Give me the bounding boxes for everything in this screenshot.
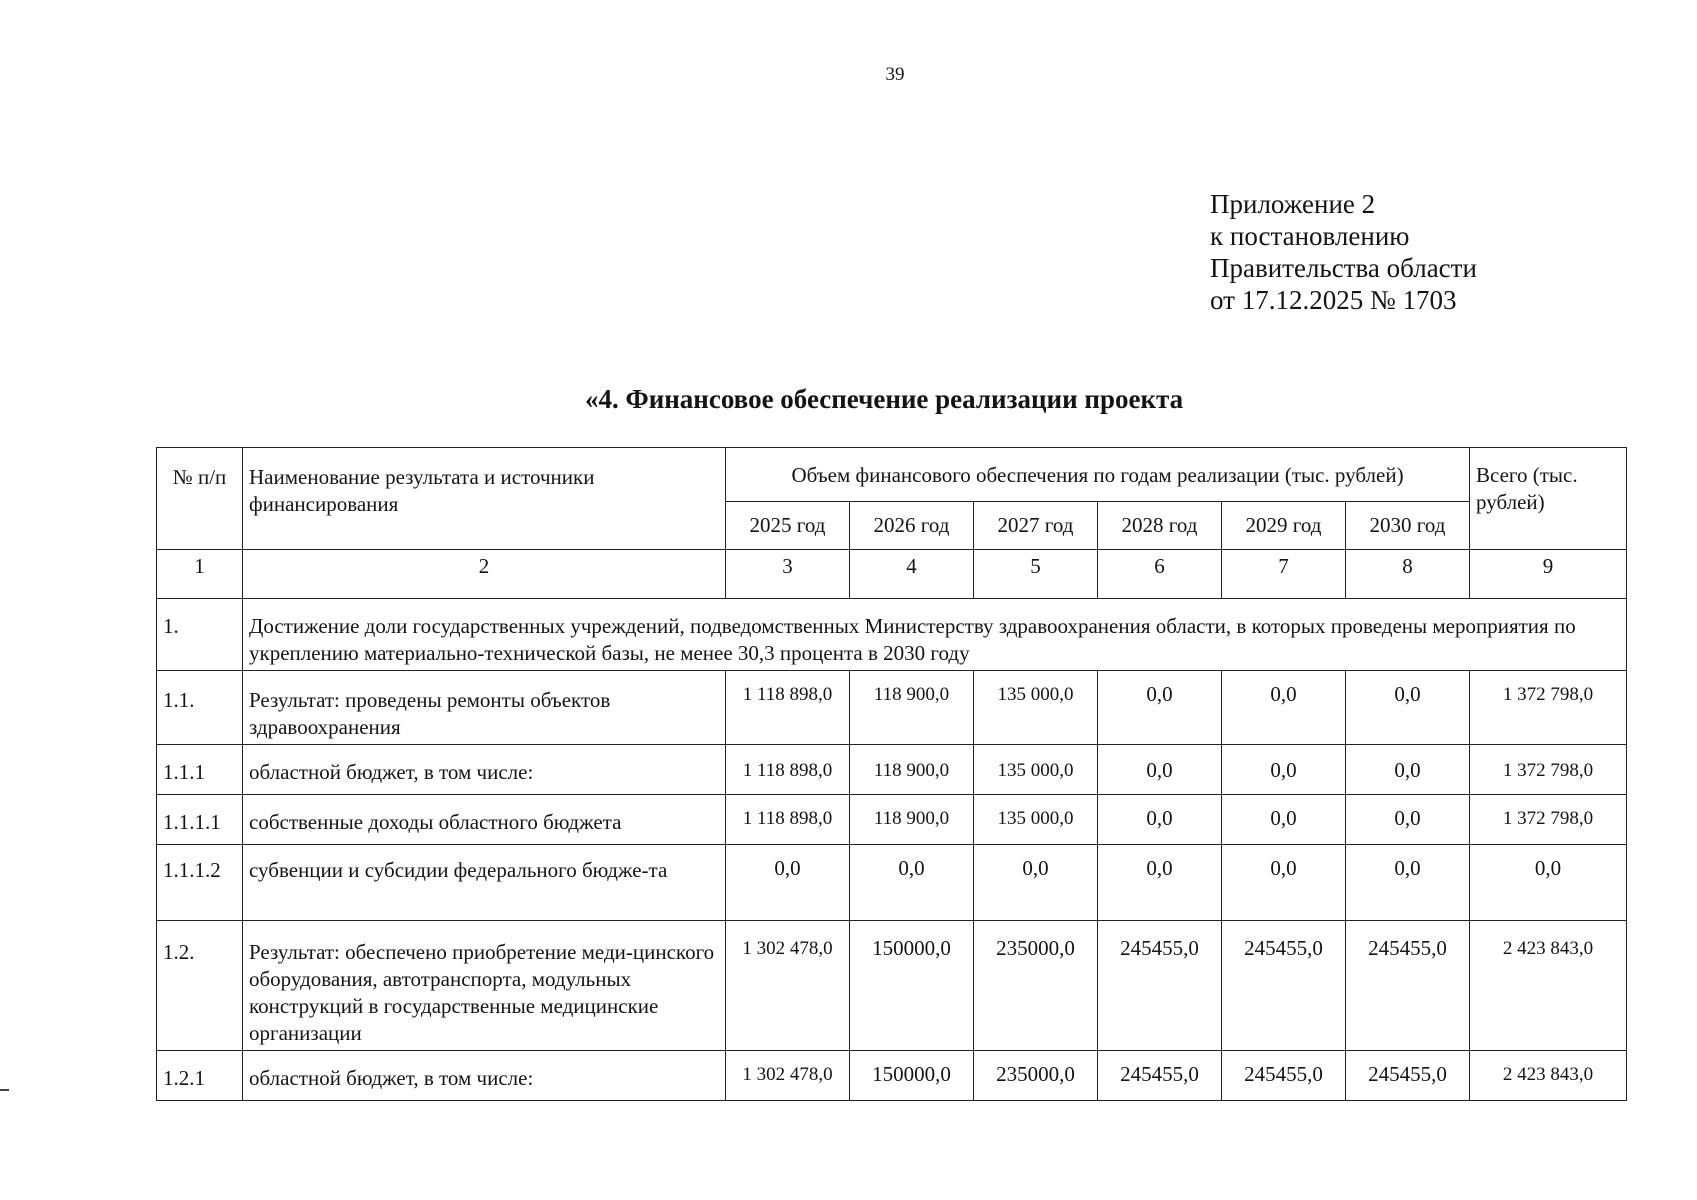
table-row [157,745,1627,795]
row-name: Результат: проведены ремонты объектов здравоохранения [243,671,726,745]
row-value: 0,0 [974,845,1098,921]
row-value: 0,0 [1098,845,1222,921]
section-title: «4. Финансовое обеспечение реализации проекта [585,384,1184,414]
row-value: 235000,0 [974,1051,1098,1101]
table-row [157,671,1627,745]
row-value: 235000,0 [974,921,1098,1051]
row-value: 245455,0 [1346,921,1470,1051]
row-value: 135 000,0 [974,745,1098,795]
row-total: 1 372 798,0 [1470,671,1627,745]
row-total: 2 423 843,0 [1470,921,1627,1051]
row-total: 1 372 798,0 [1470,795,1627,845]
row-value: 245455,0 [1346,1051,1470,1101]
column-number: 8 [1346,550,1470,599]
header-row [157,448,1627,502]
appendix-line: от 17.12.2025 № 1703 [1210,285,1457,315]
row-total: 2 423 843,0 [1470,1051,1627,1101]
row-value: 0,0 [1346,795,1470,845]
header-volume-group: Объем финансового обеспечения по годам реализации (тыс. рублей) [726,448,1470,502]
row-number: 1.1.1 [157,745,243,795]
table-row [157,1051,1627,1101]
row-value: 245455,0 [1098,1051,1222,1101]
row-value: 1 302 478,0 [726,921,850,1051]
column-number: 9 [1470,550,1627,599]
scan-artifact [0,1089,9,1091]
header-year: 2030 год [1346,502,1470,550]
financing-table [156,447,1627,1101]
row-value: 245455,0 [1098,921,1222,1051]
row-name: собственные доходы областного бюджета [243,795,726,845]
header-year: 2026 год [850,502,974,550]
row-value: 0,0 [850,845,974,921]
table-row [157,795,1627,845]
column-number: 1 [157,550,243,599]
row-number: 1.1. [157,671,243,745]
row-total: 0,0 [1470,845,1627,921]
row-value: 0,0 [1222,795,1346,845]
row-value: 118 900,0 [850,745,974,795]
appendix-line: Приложение 2 [1210,189,1376,219]
row-name: областной бюджет, в том числе: [243,1051,726,1101]
row-value: 0,0 [1222,845,1346,921]
table-row [157,921,1627,1051]
row-value: 245455,0 [1222,1051,1346,1101]
row-value: 135 000,0 [974,795,1098,845]
goal-row [157,599,1627,671]
column-number: 6 [1098,550,1222,599]
column-number: 5 [974,550,1098,599]
row-value: 118 900,0 [850,671,974,745]
column-number: 3 [726,550,850,599]
row-number: 1.1.1.2 [157,845,243,921]
column-number: 7 [1222,550,1346,599]
row-value: 1 118 898,0 [726,795,850,845]
row-value: 0,0 [1346,671,1470,745]
row-value: 1 118 898,0 [726,745,850,795]
row-value: 1 302 478,0 [726,1051,850,1101]
header-total: Всего (тыс. рублей) [1470,448,1627,550]
row-value: 135 000,0 [974,671,1098,745]
row-value: 0,0 [1222,745,1346,795]
row-value: 0,0 [1222,671,1346,745]
header-name: Наименование результата и источники финансирования [243,448,726,550]
header-year: 2025 год [726,502,850,550]
appendix-block [1210,188,1477,316]
header-year: 2029 год [1222,502,1346,550]
row-value: 245455,0 [1222,921,1346,1051]
row-value: 0,0 [1098,745,1222,795]
row-value: 0,0 [1098,795,1222,845]
column-number: 2 [243,550,726,599]
column-number: 4 [850,550,974,599]
row-value: 0,0 [1098,671,1222,745]
row-number: 1.2. [157,921,243,1051]
row-value: 0,0 [1346,745,1470,795]
header-year: 2027 год [974,502,1098,550]
row-name: Результат: обеспечено приобретение меди-цинского оборудования, автотранспорта, модульных конструкций в государственные медицинские организации [243,921,726,1051]
appendix-line: к постановлению [1210,221,1410,251]
row-value: 1 118 898,0 [726,671,850,745]
header-number: № п/п [157,448,243,550]
row-name: субвенции и субсидии федерального бюдже-та [243,845,726,921]
row-number: 1.2.1 [157,1051,243,1101]
table-row [157,845,1627,921]
row-name: областной бюджет, в том числе: [243,745,726,795]
row-value: 0,0 [726,845,850,921]
row-total: 1 372 798,0 [1470,745,1627,795]
row-value: 0,0 [1346,845,1470,921]
row-value: 150000,0 [850,1051,974,1101]
page-number: 39 [885,64,905,85]
appendix-line: Правительства области [1210,253,1477,283]
row-number: 1. [157,599,243,671]
row-value: 118 900,0 [850,795,974,845]
goal-text: Достижение доли государственных учреждений, подведомственных Министерству здравоохранения области, в которых проведены мероприятия по укреплению материально-технической базы, не менее 30,3 процента в 2030 году [243,599,1627,671]
column-numbers-row [157,550,1627,599]
row-value: 150000,0 [850,921,974,1051]
header-year: 2028 год [1098,502,1222,550]
row-number: 1.1.1.1 [157,795,243,845]
